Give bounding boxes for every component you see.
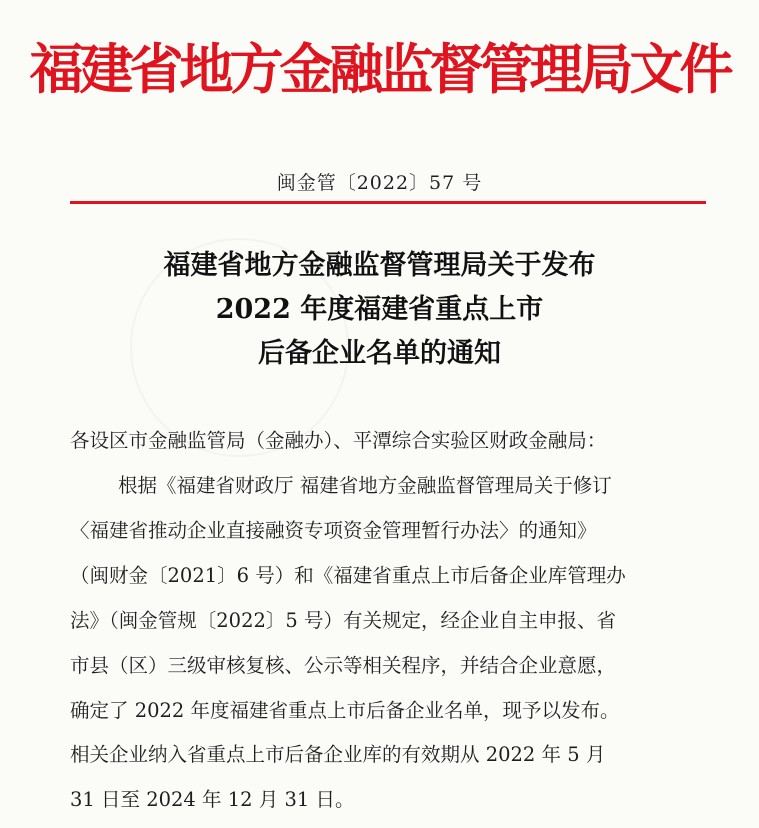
body-text-line: 〈福建省推动企业直接融资专项资金管理暂行办法〉的通知》	[70, 519, 597, 542]
body-text-line: 31 日至 2024 年 12 月 31 日。	[70, 788, 355, 811]
document-header-title: 福建省地方金融监督管理局文件	[29, 38, 730, 101]
body-text-line: （闽财金〔2021〕6 号）和《福建省重点上市后备企业库管理办	[70, 564, 626, 587]
body-text-line: 确定了 2022 年度福建省重点上市后备企业名单，现予以发布。	[70, 699, 620, 722]
body-text-line: 相关企业纳入省重点上市后备企业库的有效期从 2022 年 5 月	[70, 743, 606, 766]
salutation: 各设区市金融监管局（金融办）、平潭综合实验区财政金融局：	[70, 429, 607, 452]
document-number: 闽金管〔2022〕57 号	[276, 172, 483, 194]
body-text-line: 市县（区）三级审核复核、公示等相关程序，并结合企业意愿，	[70, 654, 617, 677]
body-text-line: 根据《福建省财政厅 福建省地方金融监督管理局关于修订	[118, 474, 612, 497]
red-separator-line	[70, 201, 706, 204]
body-text-line: 法》（闽金管规〔2022〕5 号）有关规定，经企业自主申报、省	[70, 609, 616, 632]
notice-title-line: 福建省地方金融监督管理局关于发布	[163, 250, 596, 281]
notice-title-line: 后备企业名单的通知	[258, 338, 501, 369]
notice-title	[0, 244, 759, 376]
notice-title-line: 2022 年度福建省重点上市	[215, 294, 544, 325]
